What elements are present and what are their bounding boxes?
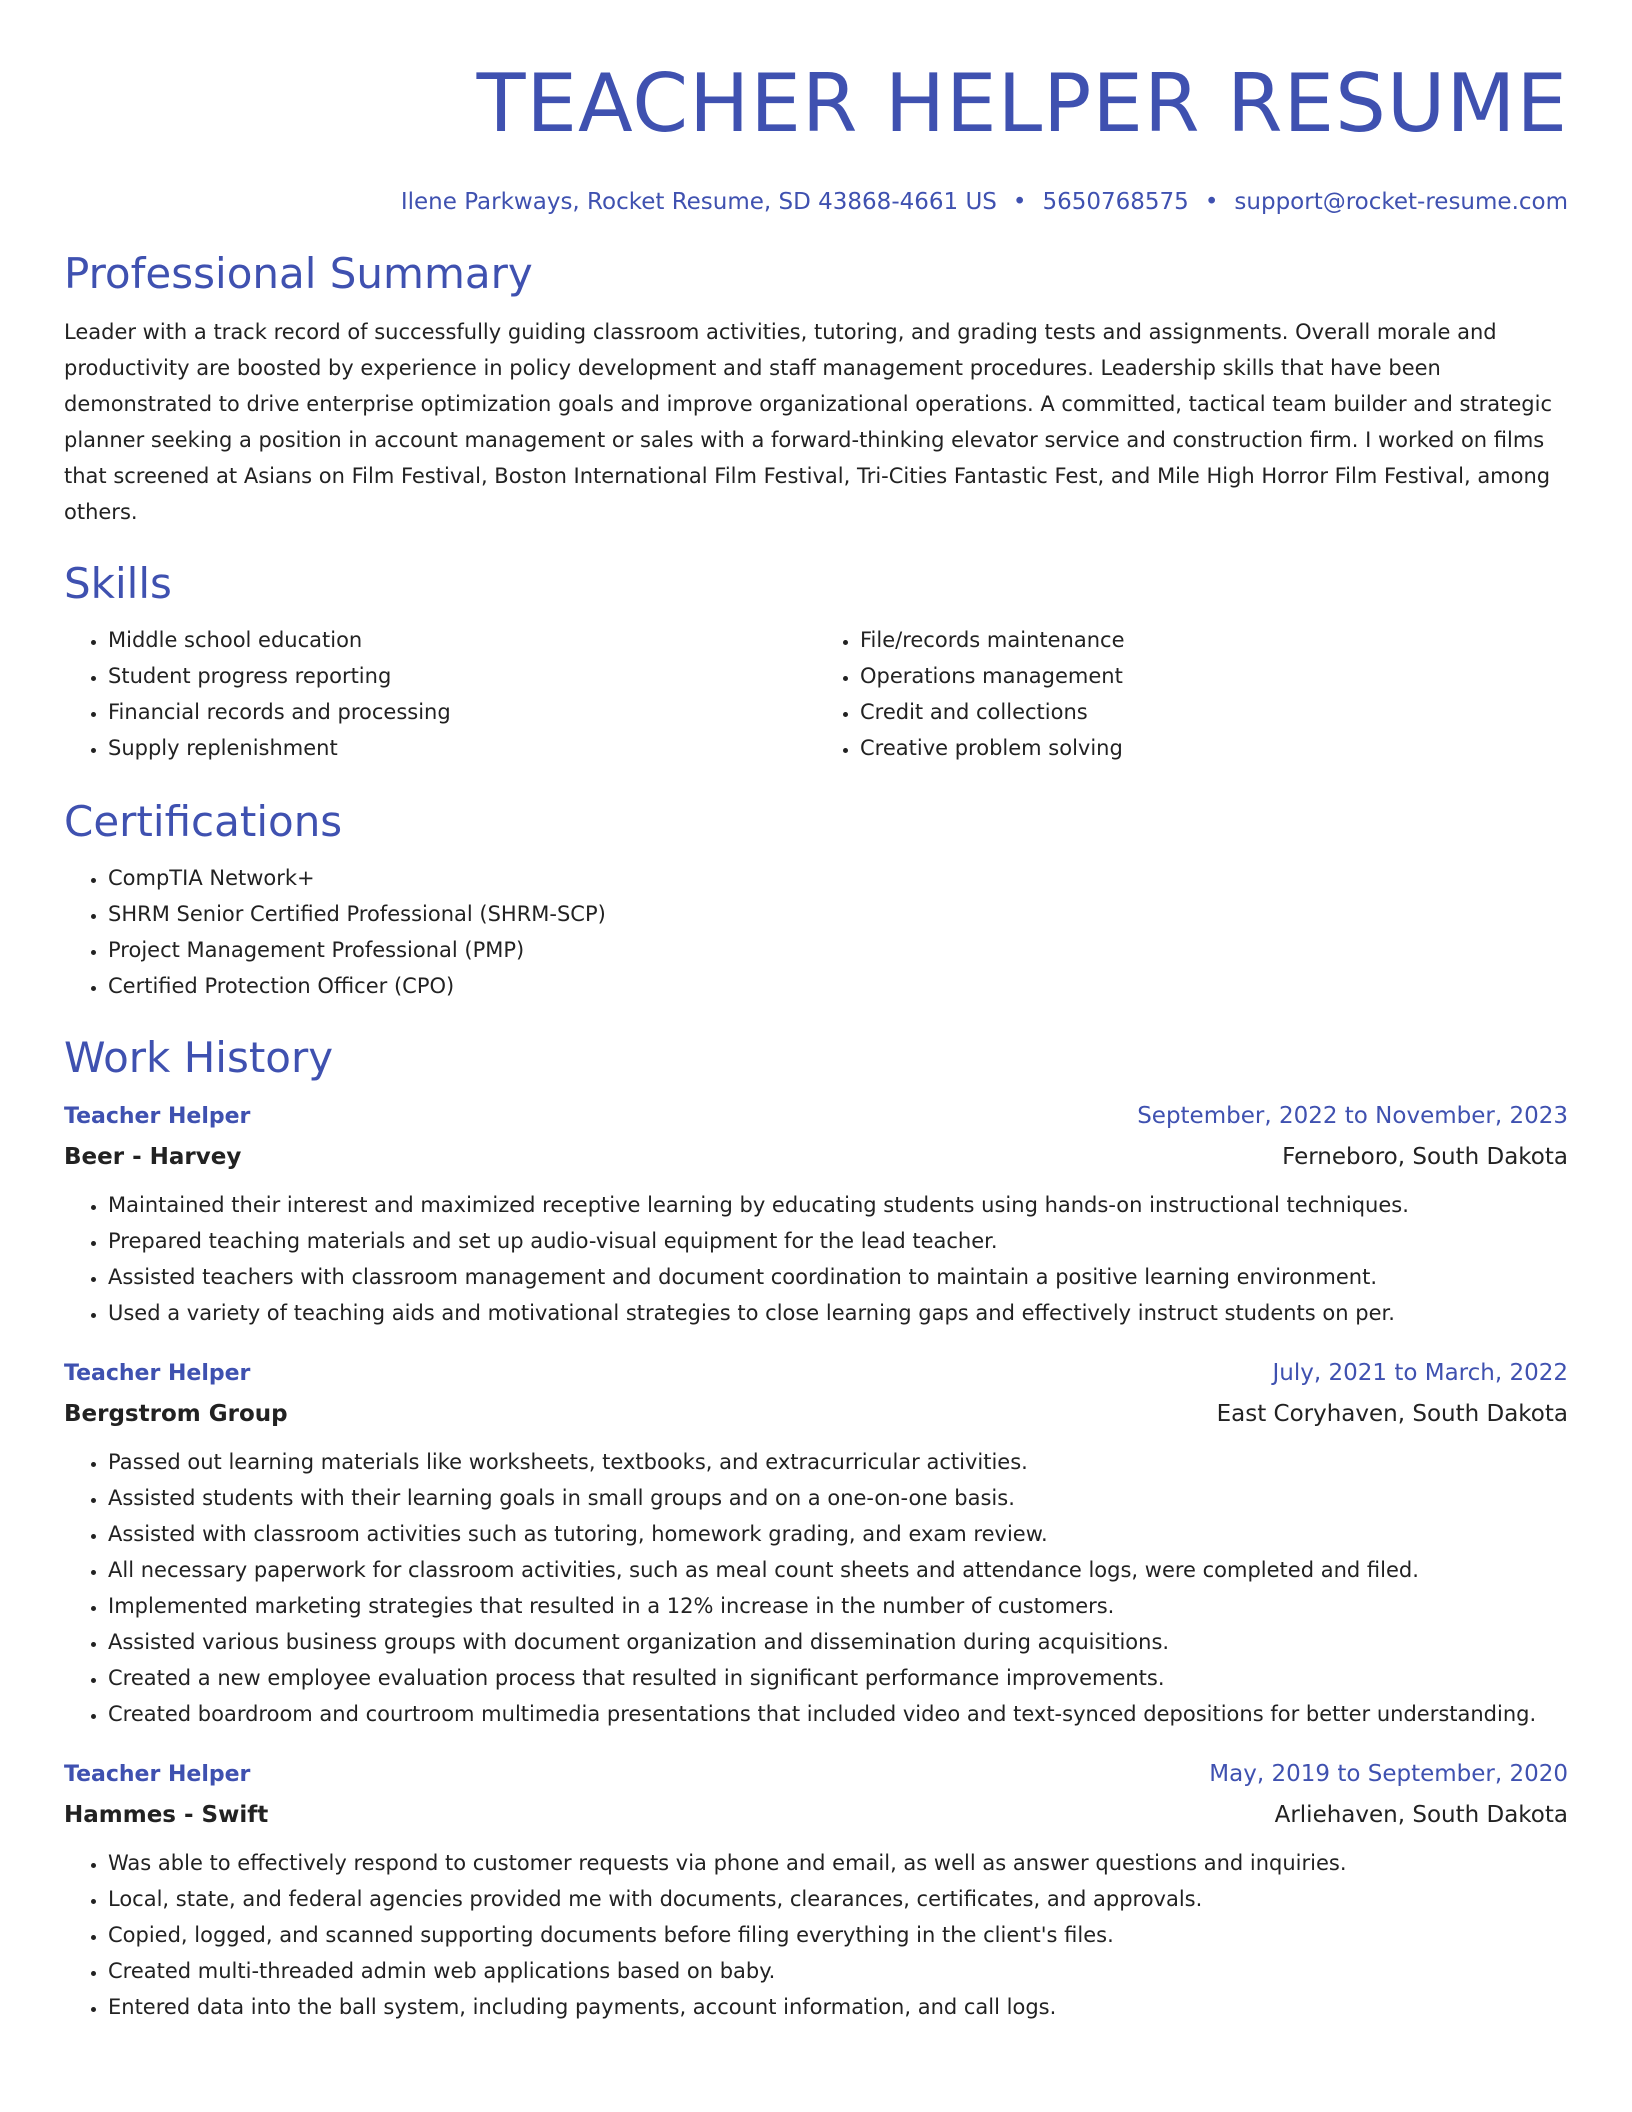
job-bullets [64,1187,1568,1331]
job-dates: September, 2022 to November, 2023 [1137,1103,1568,1129]
certification-item: • SHRM Senior Certified Professional (SHRM-SCP) [108,896,1568,932]
job-bullets [64,1845,1568,2025]
job-bullet: • Copied, logged, and scanned supporting documents before filing everything in the client's files. [108,1917,1568,1953]
job-bullet: • Assisted with classroom activities such as tutoring, homework grading, and exam review. [108,1516,1568,1552]
skills-list-right [816,622,1568,766]
job-header-row [64,1353,1568,1394]
contact-line [64,186,1568,218]
job-entry [64,1096,1568,1331]
job-entry [64,1754,1568,2025]
skill-item: • Credit and collections [860,694,1568,730]
contact-separator: • [1204,189,1219,215]
job-company: Beer - Harvey [64,1144,242,1170]
job-bullet: • Implemented marketing strategies that resulted in a 12% increase in the number of customers. [108,1588,1568,1624]
job-company: Hammes - Swift [64,1802,269,1828]
contact-email[interactable]: support@rocket-resume.com [1234,189,1568,215]
skill-item: • Middle school education [108,622,816,658]
skill-item: • Operations management [860,658,1568,694]
skills-list-left [64,622,816,766]
certification-item: • Project Management Professional (PMP) [108,932,1568,968]
job-bullet: • Prepared teaching materials and set up audio-visual equipment for the lead teacher. [108,1223,1568,1259]
job-title: Teacher Helper [64,1762,251,1787]
skills-section [64,556,1568,766]
skill-item: • Supply replenishment [108,730,816,766]
resume-title: TEACHER HELPER RESUME [476,57,1568,150]
contact-phone[interactable]: 5650768575 [1042,189,1189,215]
job-bullet: • Passed out learning materials like worksheets, textbooks, and extracurricular activities. [108,1444,1568,1480]
job-dates: July, 2021 to March, 2022 [1272,1360,1568,1386]
job-bullet: • Was able to effectively respond to customer requests via phone and email, as well as answer questions and inquiries. [108,1845,1568,1881]
work-heading: Work History [64,1033,334,1082]
summary-section [64,246,1568,530]
job-bullet: • Assisted various business groups with document organization and dissemination during acquisitions. [108,1624,1568,1660]
job-location: East Coryhaven, South Dakota [1216,1401,1568,1427]
job-title: Teacher Helper [64,1361,251,1386]
contact-address: Ilene Parkways, Rocket Resume, SD 43868-4661 US [400,189,997,215]
job-bullet: • Assisted teachers with classroom management and document coordination to maintain a positive learning environment. [108,1259,1568,1295]
job-bullet: • All necessary paperwork for classroom activities, such as meal count sheets and attendance logs, were completed and filed. [108,1552,1568,1588]
skill-item: • Creative problem solving [860,730,1568,766]
job-company: Bergstrom Group [64,1401,288,1427]
skill-item: • File/records maintenance [860,622,1568,658]
summary-text: Leader with a track record of successfully guiding classroom activities, tutoring, and grading tests and assignments. Overall morale and productivity are boosted by experience in policy development and staff management procedures. Leadership skills that have been demonstrated to drive enterprise optimization goals and improve organizational operations. A committed, tactical team builder and strategic planner seeking a position in account management or sales with a forward-thinking elevator service and construction firm. I worked on films that screened at Asians on Film Festival, Boston International Film Festival, Tri-Cities Fantastic Fest, and Mile High Horror Film Festival, among others. [64,320,1553,524]
job-bullet: • Assisted students with their learning goals in small groups and on a one-on-one basis. [108,1480,1568,1516]
skill-item: • Financial records and processing [108,694,816,730]
job-company-row [64,1795,1568,1835]
job-bullet: • Created a new employee evaluation process that resulted in significant performance improvements. [108,1660,1568,1696]
job-company-row [64,1394,1568,1434]
job-company-row [64,1137,1568,1177]
contact-separator: • [1012,189,1027,215]
summary-heading: Professional Summary [64,249,533,298]
job-bullet: • Maintained their interest and maximized receptive learning by educating students using hands-on instructional techniques. [108,1187,1568,1223]
certification-item: • CompTIA Network+ [108,860,1568,896]
job-location: Arliehaven, South Dakota [1274,1802,1568,1828]
job-header-row [64,1754,1568,1795]
job-title: Teacher Helper [64,1104,251,1129]
job-location: Ferneboro, South Dakota [1282,1144,1568,1170]
job-bullet: • Created multi-threaded admin web applications based on baby. [108,1953,1568,1989]
skills-heading: Skills [64,559,172,608]
job-entry [64,1353,1568,1732]
certifications-heading: Certifications [64,797,343,846]
skill-item: • Student progress reporting [108,658,816,694]
job-dates: May, 2019 to September, 2020 [1209,1761,1568,1787]
job-bullets [64,1444,1568,1732]
job-bullet: • Entered data into the ball system, including payments, account information, and call logs. [108,1989,1568,2025]
job-bullet: • Used a variety of teaching aids and motivational strategies to close learning gaps and effectively instruct students on per. [108,1295,1568,1331]
certification-item: • Certified Protection Officer (CPO) [108,968,1568,1004]
certifications-list [64,860,1568,1004]
job-bullet: • Local, state, and federal agencies provided me with documents, clearances, certificates, and approvals. [108,1881,1568,1917]
skills-grid [64,612,1568,766]
certifications-section [64,794,1568,1004]
work-section [64,1030,1568,2025]
job-header-row [64,1096,1568,1137]
job-bullet: • Created boardroom and courtroom multimedia presentations that included video and text-synced depositions for better understanding. [108,1696,1568,1732]
